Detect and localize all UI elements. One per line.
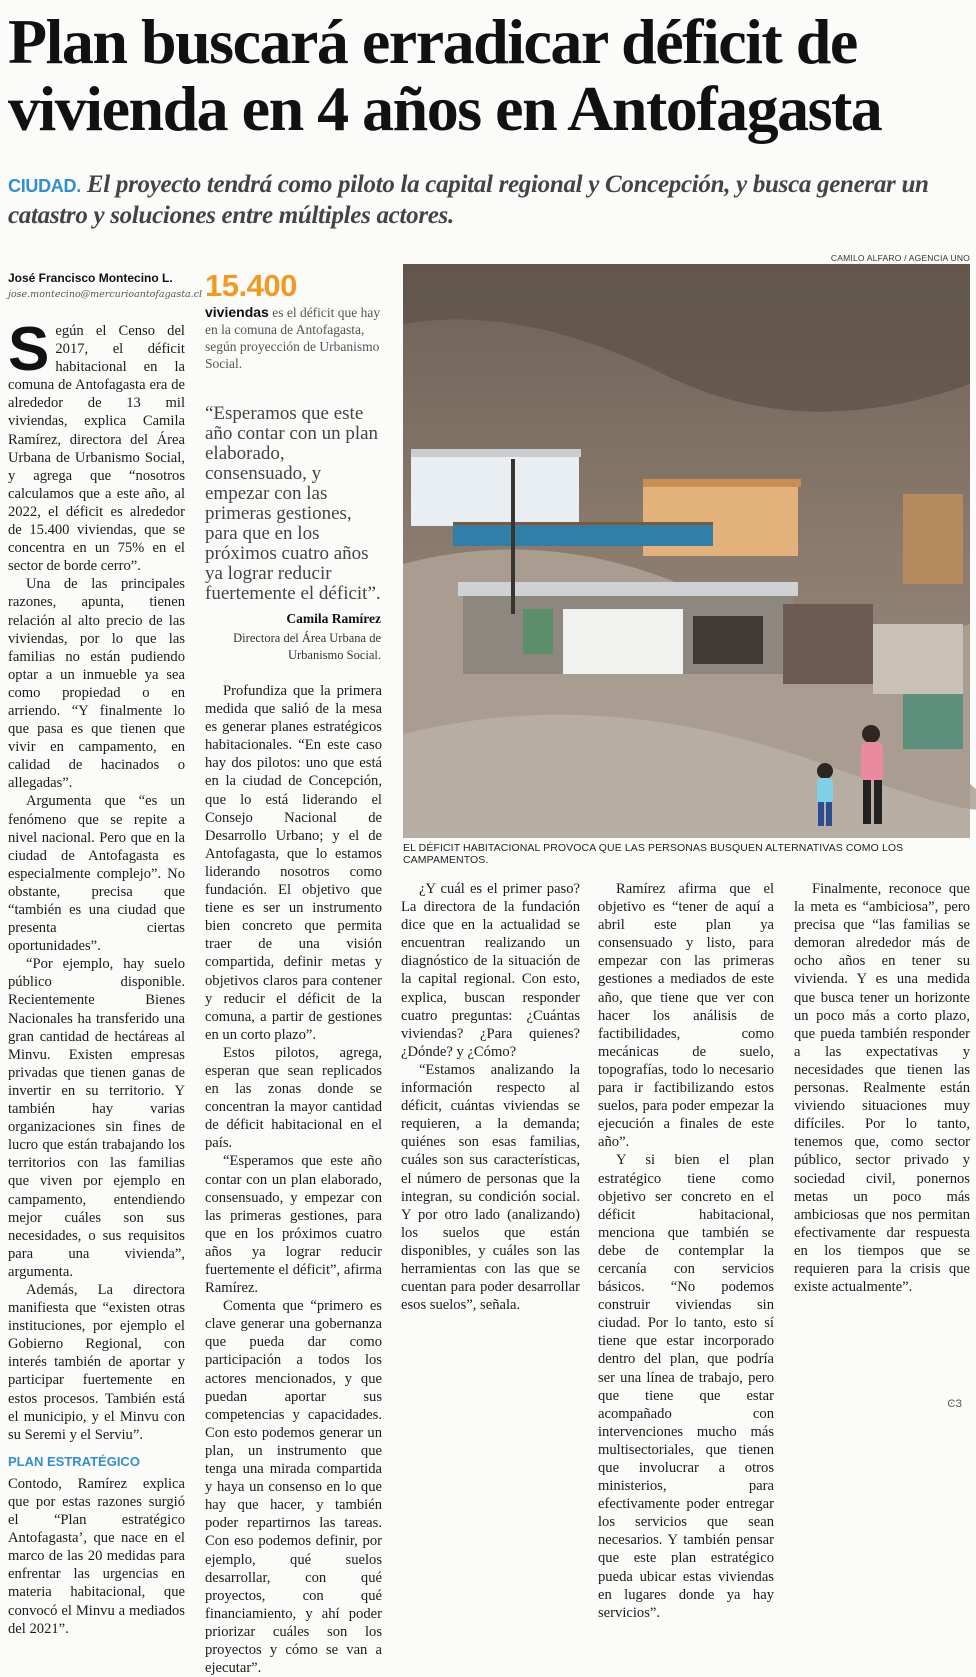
stat-number: 15.400 <box>205 268 297 303</box>
body-column-3 <box>401 880 580 1426</box>
end-mark: ϾЗ <box>947 1398 962 1410</box>
lead-text: El proyecto tendrá como piloto la capital regional y Concepción, y busca generar un catastro y soluciones entre múltiples actores. <box>8 171 929 229</box>
paragraph: egún el Censo del 2017, el déficit habitacional en la comuna de Antofagasta era de alrededor de 13 mil viviendas, explica Camila Ramírez, directora del Área Urbana de Urbanismo Social, y agrega que “nosotros calculamos que a este año, al 2022, el déficit es alrededor de 15.400 viviendas, que se concentra en un 75% en el sector de borde cerro”. <box>8 323 185 575</box>
paragraph: Estos pilotos, agrega, esperan que sean replicados en las zonas donde se concentran la mayor cantidad de déficit habitacional en el país. <box>205 1044 382 1152</box>
paragraph: Ramírez afirma que el objetivo es “tener de aquí a abril este plan ya consensuado y listo, para empezar con las primeras gestiones a mediados de este año, que tiene que ver con hacer los análisis de factibilidades, como mecánicas de suelo, topografías, todo lo necesario para ir factibilizando estos suelos, para poder empezar la ejecución a finales de este año”. <box>598 881 774 1151</box>
paragraph: Y si bien el plan estratégico tiene como objetivo ser concreto en el déficit habitacional, menciona que también se debe de contemplar la cercanía con servicios básicos. “No podemos construir viviendas sin ciudad. Por lo tanto, esto sí tiene que estar incorporado dentro del plan, que podría ser una línea de trabajo, pero que tiene que estar acompañado con intervenciones mucho más multisectoriales, que tienen que involucrar a otros ministerios, para efectivamente poder entregar los servicios que sean necesarios. Y también pensar que este plan estratégico pueda ubicar estas viviendas en lugares donde ya hay servicios”. <box>598 1152 774 1621</box>
pull-quote: “Esperamos que este año contar con un plan elaborado, consensuado, y empezar con las primeras gestiones, para que en los próximos cuatro años ya lograr reducir fuertemente el déficit”. <box>205 403 381 604</box>
subheading: PLAN ESTRATÉGICO <box>8 1453 140 1469</box>
quote-author: Camila Ramírez <box>286 611 381 626</box>
body-column-2 <box>205 682 382 1677</box>
paragraph: ¿Y cuál es el primer paso? La directora de la fundación dice que en la actualidad se encuentran realizando un diagnóstico de la situación de la capital regional. Con esto, explica, buscan responder cuatro preguntas: ¿Cuántas viviendas? ¿Para quienes? ¿Dónde? y ¿Cómo? <box>401 881 580 1060</box>
paragraph: Además, La directora manifiesta que “existen otras instituciones, por ejemplo el Gobierno Regional, con interés también de aportar y participar fuertemente en estos procesos. También está el municipio, y el Minvu con su Seremi y el Serviu”. <box>8 1281 185 1443</box>
author-name: José Francisco Montecino L. <box>8 271 173 285</box>
photo-caption: EL DÉFICIT HABITACIONAL PROVOCA QUE LAS PERSONAS BUSQUEN ALTERNATIVAS COMO LOS CAMPAMENTOS. <box>403 842 904 866</box>
photo-credit: CAMILO ALFARO / AGENCIA UNO <box>830 253 970 263</box>
stat-description <box>205 304 385 372</box>
stat-text: es el déficit que hay en la comuna de Antofagasta, según proyección de Urbanismo Social. <box>205 305 381 371</box>
paragraph: Finalmente, reconoce que la meta es “ambiciosa”, pero precisa que “las familias se demoran alrededor más de ocho años en tener su vivienda. Y es una medida que busca tener un horizonte un poco más a corto plazo, que pueda también responder a las expectativas y necesidades que tienen las personas. Realmente están viviendo situaciones muy difíciles. Por lo tanto, tenemos que, como sector público, sector privado y sociedad civil, ponernos metas un poco más ambiciosas que nos permitan efectivamente dar respuesta en los tiempos que se requieren para la crisis que existe actualmente”. <box>794 881 970 1296</box>
paragraph: Argumenta que “es un fenómeno que se repite a nivel nacional. Pero que en la ciudad de Antofagasta es especialmente complejo”. No obstante, precisa que “también es una ciudad que presenta ciertas oportunidades”. <box>8 793 185 955</box>
body-column-1 <box>8 315 185 1637</box>
paragraph: Profundiza que la primera medida que salió de la mesa es generar planes estratégicos habitacionales. “En este caso hay dos pilotos: uno que está en la ciudad de Concepción, que lo está liderando el Consejo Nacional de Desarrollo Urbano; y el de Antofagasta, que lo estamos liderando nosotros como fundación. El objetivo que tiene es ser un instrumento bien concreto que permita traer de una visión compartida, definir metas y objetivos claros para contener y reducir el déficit de la comuna, a partir de gestiones en un corto plazo”. <box>205 683 382 1043</box>
hillside-camp-illustration <box>403 264 970 838</box>
lead-paragraph <box>8 170 968 231</box>
paragraph: Comenta que “primero es clave generar una gobernanza que pueda dar como participación a todos los actores mencionados, y que puedan aportar sus competencias y capacidades. Con esto podemos generar un plan, un instrumento que tenga una mirada compartida y haya un consenso en lo que hay que hacer, y también poder repartirnos las tareas. Con eso podemos definir, por ejemplo, qué suelos desarrollar, con qué proyectos, con qué financiamiento, y ahí poder priorizar cuáles son los proyectos y cómo se van a ejecutar”. <box>205 1298 382 1677</box>
headline: Plan buscará erradicar déficit de vivienda en 4 años en Antofagasta <box>8 6 882 144</box>
author-email: jose.montecino@mercurioantofagasta.cl <box>8 289 203 300</box>
paragraph: Una de las principales razones, apunta, tienen relación al alto precio de las viviendas, por lo que las familias no están pudiendo optar a un inmueble ya sea como propiedad o en arriendo. “Y finalmente lo que pasa es que tienen que vivir en campamento, en calidad de hacinados o allegadas”. <box>8 576 185 792</box>
drop-cap: S <box>8 315 50 384</box>
paragraph: “Esperamos que este año contar con un plan elaborado, consensuado, y empezar con las primeras gestiones, para que en los próximos cuatro años ya lograr reducir fuertemente el déficit”, afirma Ramírez. <box>205 1153 382 1297</box>
section-tag: CIUDAD. <box>8 176 81 196</box>
stat-callout <box>205 268 385 372</box>
paragraph: Contodo, Ramírez explica que por estas razones surgió el “Plan estratégico Antofagasta’, que nace en el marco de las 20 medidas para enfrentar las urgencias en materia habitacional, que convocó el Minvu a mediados del 2021”. <box>8 1475 185 1637</box>
paragraph: “Estamos analizando la información respecto al déficit, cuántas viviendas se requieren, a la demanda; quiénes son esas familias, cuáles son sus características, el número de personas que la integran, su condición social. Y por otro lado (analizando) los suelos que están disponibles, y cuáles son las herramientas con las que se cuentan para poder desarrollar esos suelos”, señala. <box>401 1061 580 1314</box>
paragraph: “Por ejemplo, hay suelo público disponible. Recientemente Bienes Nacionales ha transferido una gran cantidad de hectáreas al Minvu. Existen empresas privadas que tienen ganas de invertir en su territorio. Y también hay varias organizaciones sin fines de lucro que están trabajando los territorios con las familias que viven por ejemplo en campamento, entendiendo mejor cuáles son sus necesidades, o sus requisitos para una vivienda”, argumenta. <box>8 956 185 1280</box>
article-photo <box>403 264 970 838</box>
body-column-5 <box>794 880 970 1426</box>
quote-role: Directora del Área Urbana de Urbanismo Social. <box>233 631 381 662</box>
body-column-4 <box>598 880 774 1621</box>
stat-unit: viviendas <box>205 304 269 320</box>
byline <box>8 271 203 300</box>
